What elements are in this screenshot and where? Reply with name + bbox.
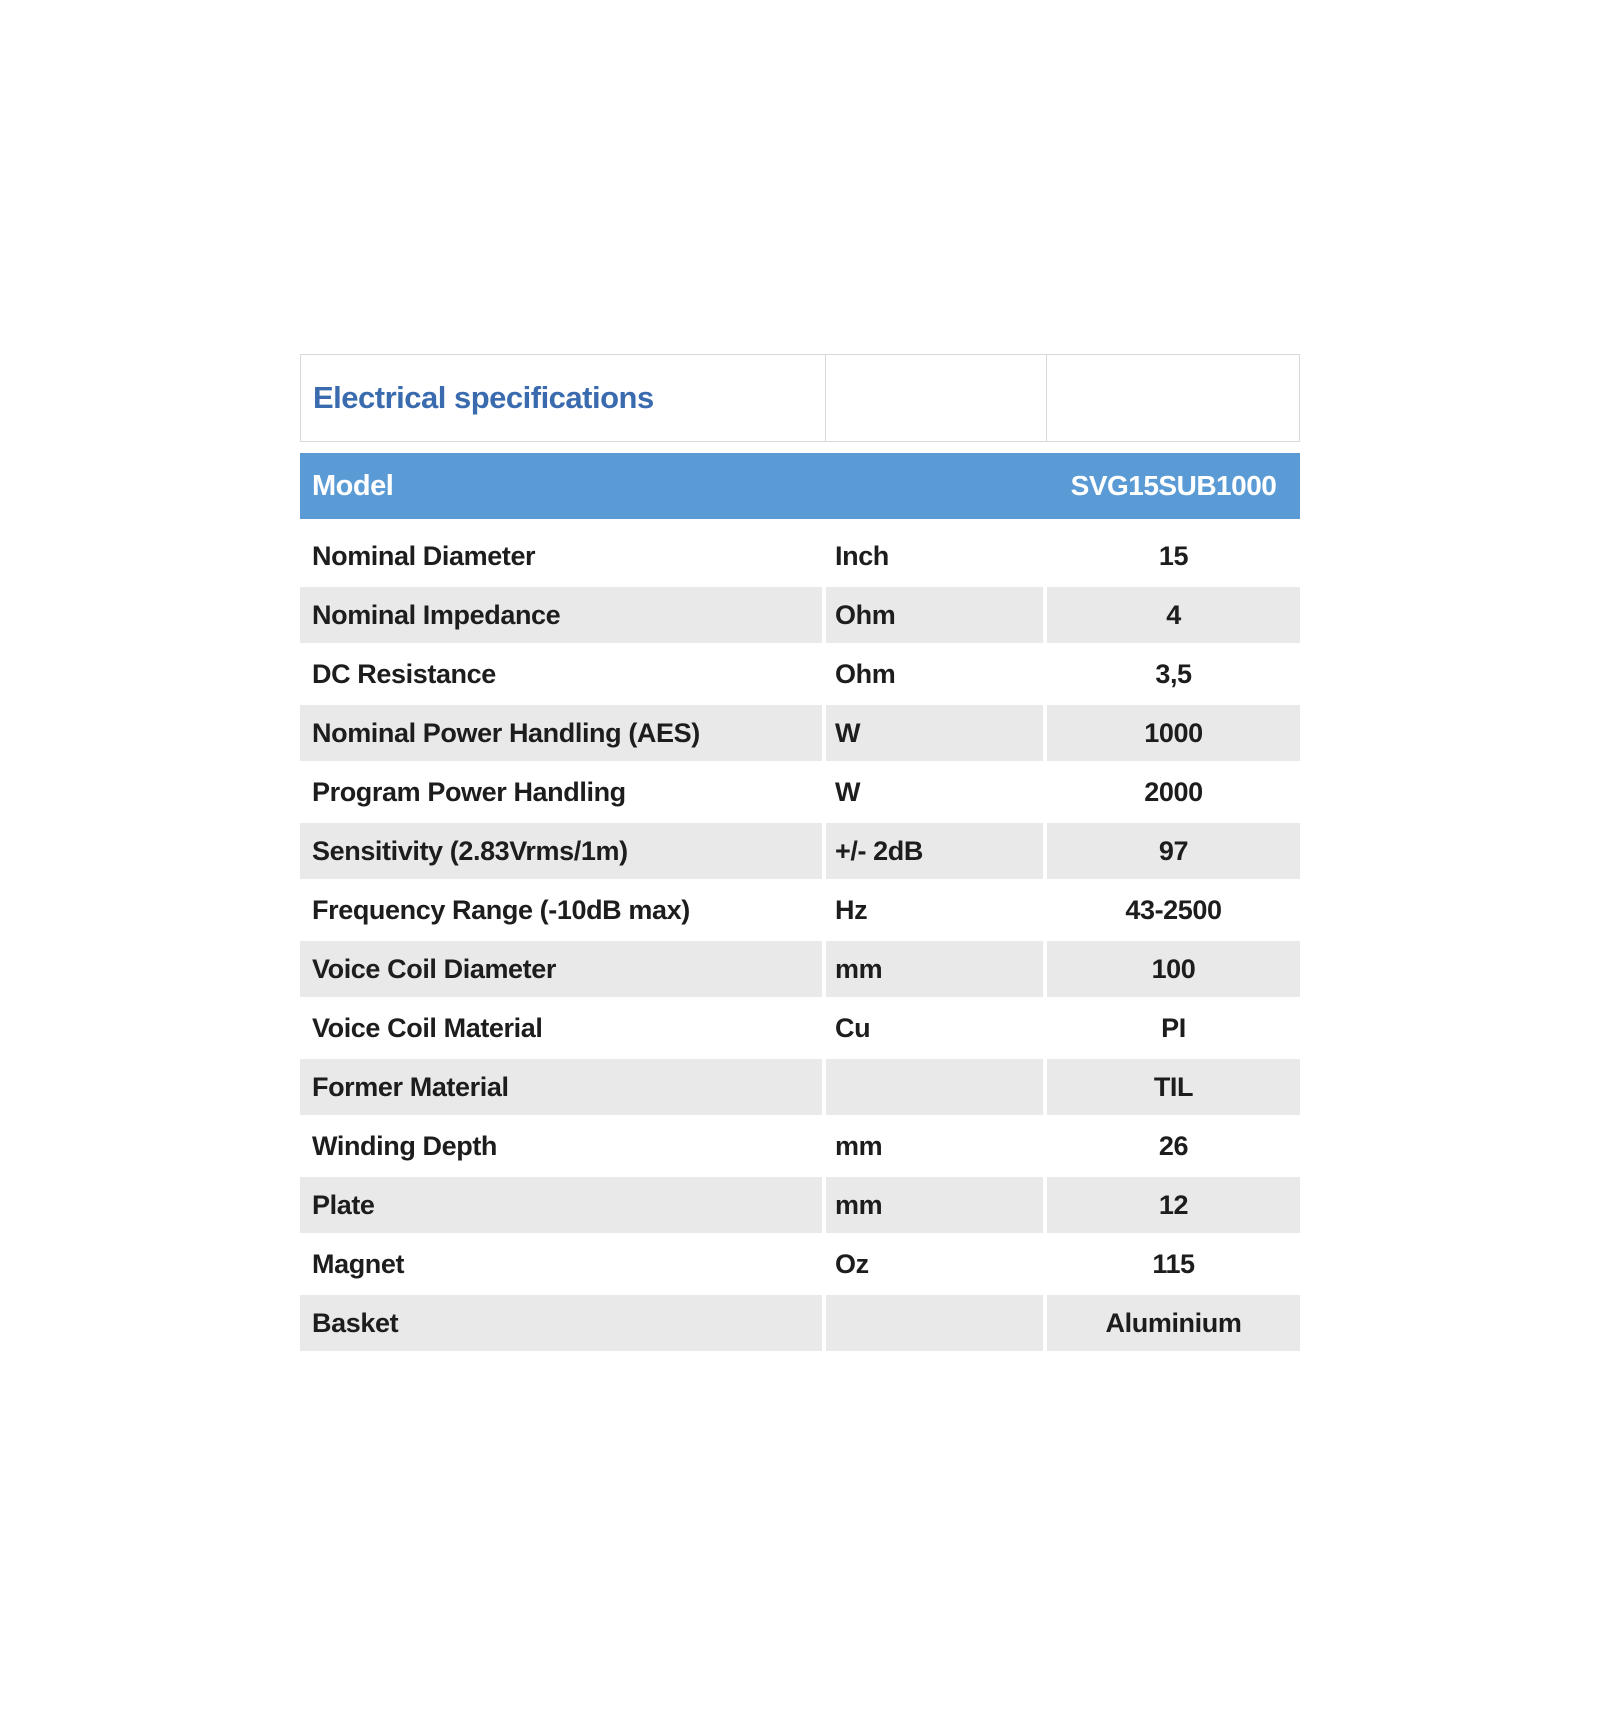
row-value: 15 [1047,528,1300,584]
row-label: Voice Coil Diameter [300,941,822,997]
spec-row [300,1000,1300,1059]
spec-rows [300,528,1300,1354]
row-value: 2000 [1047,764,1300,820]
row-unit: +/- 2dB [826,823,1043,879]
table-header-row [300,354,1300,442]
spec-row [300,823,1300,882]
spec-row [300,1295,1300,1354]
spec-row [300,1177,1300,1236]
row-value: 97 [1047,823,1300,879]
model-row-gap [300,519,1300,528]
spec-table [300,354,1300,1354]
row-label: Frequency Range (-10dB max) [300,882,822,938]
row-label: Plate [300,1177,822,1233]
row-label: Basket [300,1295,822,1351]
spec-row [300,705,1300,764]
spec-row [300,528,1300,587]
spec-row [300,1059,1300,1118]
row-value: TIL [1047,1059,1300,1115]
spec-row [300,1118,1300,1177]
row-unit: W [826,764,1043,820]
spec-row [300,764,1300,823]
row-value: 26 [1047,1118,1300,1174]
row-unit: Hz [826,882,1043,938]
spec-row [300,646,1300,705]
row-value: 12 [1047,1177,1300,1233]
row-unit: W [826,705,1043,761]
row-label: DC Resistance [300,646,822,702]
row-unit [826,1059,1043,1115]
row-value: 4 [1047,587,1300,643]
row-unit: Oz [826,1236,1043,1292]
spec-row [300,1236,1300,1295]
table-title-cell [300,354,826,442]
model-row-value: SVG15SUB1000 [1070,470,1277,501]
spec-row [300,882,1300,941]
model-row [300,453,1300,519]
row-unit: mm [826,1118,1043,1174]
row-label: Program Power Handling [300,764,822,820]
row-label: Former Material [300,1059,822,1115]
spec-row [300,941,1300,1000]
table-title: Electrical specifications [313,380,654,415]
row-value: 100 [1047,941,1300,997]
row-label: Voice Coil Material [300,1000,822,1056]
row-unit: Cu [826,1000,1043,1056]
row-value: PI [1047,1000,1300,1056]
model-row-label: Model [312,469,394,502]
row-value: 1000 [1047,705,1300,761]
row-unit: mm [826,1177,1043,1233]
row-value: 3,5 [1047,646,1300,702]
row-label: Magnet [300,1236,822,1292]
row-label: Nominal Impedance [300,587,822,643]
row-label: Nominal Power Handling (AES) [300,705,822,761]
row-value: 43-2500 [1047,882,1300,938]
spec-row [300,587,1300,646]
row-unit: Inch [826,528,1043,584]
row-value: Aluminium [1047,1295,1300,1351]
row-label: Sensitivity (2.83Vrms/1m) [300,823,822,879]
row-unit: Ohm [826,646,1043,702]
row-value: 115 [1047,1236,1300,1292]
row-unit [826,1295,1043,1351]
row-unit: Ohm [826,587,1043,643]
row-label: Winding Depth [300,1118,822,1174]
row-unit: mm [826,941,1043,997]
header-gap [300,442,1300,453]
table-header-empty-cell-2 [1047,354,1300,442]
row-label: Nominal Diameter [300,528,822,584]
table-header-empty-cell-1 [826,354,1047,442]
